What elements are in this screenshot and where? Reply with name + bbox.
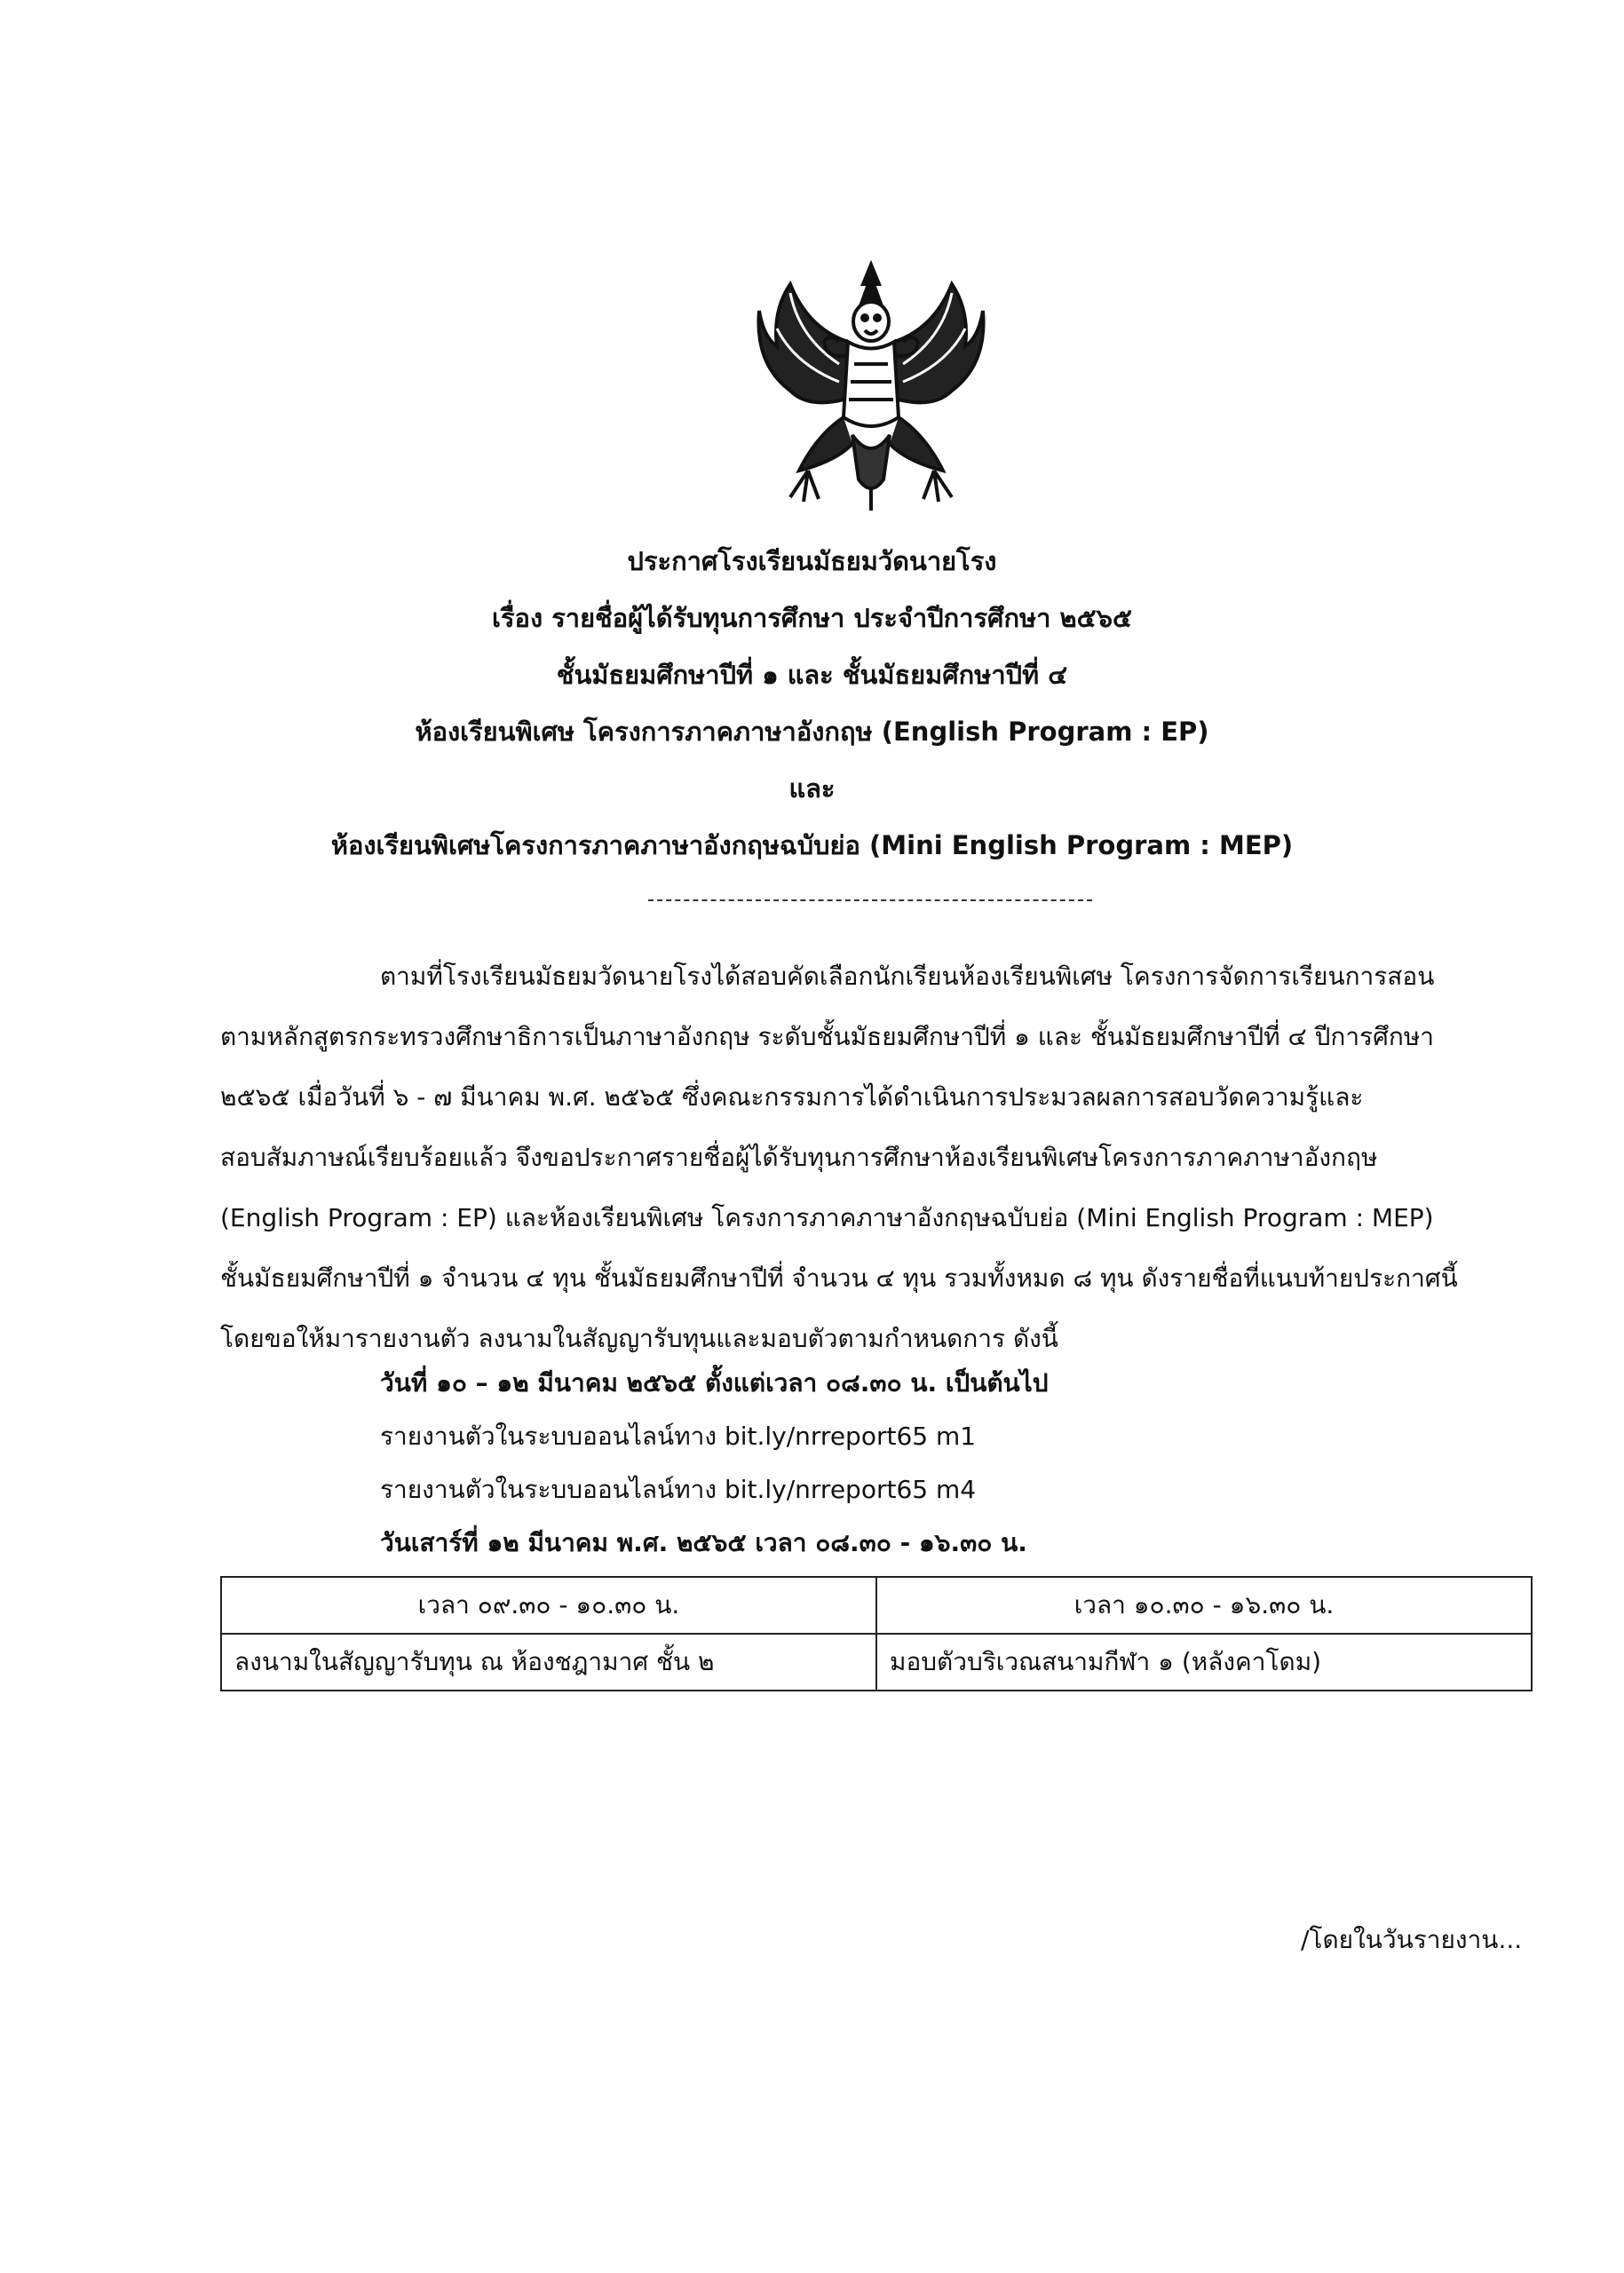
- body-paragraph-line: โดยขอให้มารายงานตัว ลงนามในสัญญารับทุนและมอบตัวตามกำหนดการ ดังนี้: [220, 1324, 1058, 1353]
- schedule-table: [220, 1576, 1533, 1691]
- table-header-cell: เวลา ๑๐.๓๐ - ๑๖.๓๐ น.: [876, 1577, 1532, 1634]
- body-paragraph-line: ตามหลักสูตรกระทรวงศึกษาธิการเป็นภาษาอังกฤษ ระดับชั้นมัธยมศึกษาปีที่ ๑ และ ชั้นมัธยมศึกษาปีที่ ๔ ปีการศึกษา: [220, 1022, 1434, 1051]
- table-header-row: [221, 1577, 1532, 1634]
- announcement-ep-program: ห้องเรียนพิเศษ โครงการภาคภาษาอังกฤษ (English Program : EP): [415, 717, 1209, 747]
- online-report-m4: รายงานตัวในระบบออนไลน์ทาง bit.ly/nrreport65 m4: [380, 1475, 977, 1504]
- header-divider: [648, 899, 1092, 901]
- body-paragraph-line: สอบสัมภาษณ์เรียบร้อยแล้ว จึงขอประกาศรายชื่อผู้ได้รับทุนการศึกษาห้องเรียนพิเศษโครงการภาคภาษาอังกฤษ: [220, 1143, 1378, 1172]
- body-paragraph-line: ชั้นมัธยมศึกษาปีที่ ๑ จำนวน ๔ ทุน ชั้นมัธยมศึกษาปีที่ จำนวน ๔ ทุน รวมทั้งหมด ๘ ทุน ดังรายชื่อที่แนบท้ายประกาศนี้: [220, 1263, 1458, 1293]
- table-header-cell: เวลา ๐๙.๓๐ - ๑๐.๓๐ น.: [221, 1577, 876, 1634]
- schedule-saturday: วันเสาร์ที่ ๑๒ มีนาคม พ.ศ. ๒๕๖๕ เวลา ๐๘.๓๐ - ๑๖.๓๐ น.: [380, 1528, 1027, 1557]
- announcement-title: ประกาศโรงเรียนมัธยมวัดนายโรง: [627, 546, 997, 576]
- announcement-mep-program: ห้องเรียนพิเศษโครงการภาคภาษาอังกฤษฉบับย่อ (Mini English Program : MEP): [330, 830, 1294, 860]
- body-paragraph-line: ๒๕๖๕ เมื่อวันที่ ๖ - ๗ มีนาคม พ.ศ. ๒๕๖๕ ซึ่งคณะกรรมการได้ดำเนินการประมวลผลการสอบวัดความรู้และ: [220, 1082, 1364, 1112]
- announcement-subject: เรื่อง รายชื่อผู้ได้รับทุนการศึกษา ประจำปีการศึกษา ๒๕๖๕: [492, 603, 1132, 633]
- body-paragraph-line: ตามที่โรงเรียนมัธยมวัดนายโรงได้สอบคัดเลือกนักเรียนห้องเรียนพิเศษ โครงการจัดการเรียนการสอน: [380, 962, 1435, 991]
- table-cell: มอบตัวบริเวณสนามกีฬา ๑ (หลังคาโดม): [876, 1634, 1532, 1691]
- online-report-m1: รายงานตัวในระบบออนไลน์ทาง bit.ly/nrreport65 m1: [380, 1422, 977, 1451]
- announcement-grades: ชั้นมัธยมศึกษาปีที่ ๑ และ ชั้นมัธยมศึกษาปีที่ ๔: [556, 660, 1068, 690]
- schedule-date-range: วันที่ ๑๐ – ๑๒ มีนาคม ๒๕๖๕ ตั้งแต่เวลา ๐๘.๓๐ น. เป็นต้นไป: [380, 1368, 1049, 1398]
- body-paragraph-line: (English Program : EP) และห้องเรียนพิเศษ โครงการภาคภาษาอังกฤษฉบับย่อ (Mini English Program : MEP): [220, 1203, 1434, 1232]
- continuation-note: /โดยในวันรายงาน...: [1301, 1925, 1523, 1954]
- announcement-and: และ: [788, 773, 836, 804]
- table-cell: ลงนามในสัญญารับทุน ณ ห้องชฎามาศ ชั้น ๒: [221, 1634, 876, 1691]
- table-row: [221, 1634, 1532, 1691]
- garuda-emblem-icon: [755, 257, 987, 515]
